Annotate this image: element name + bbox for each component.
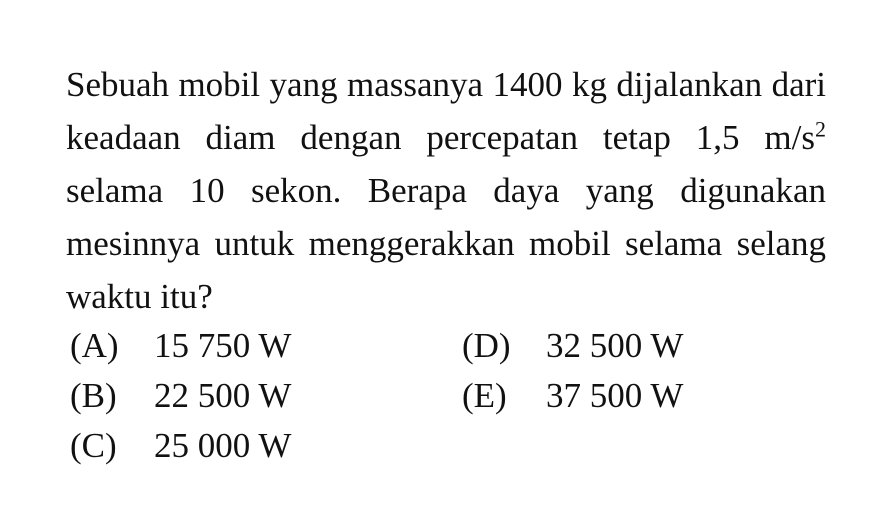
option-a-label: (A): [70, 326, 119, 365]
question-part-1: Sebuah mobil yang massanya 1400 kg dijalankan dari keadaan diam dengan percepatan tetap 1,5 m/s: [66, 65, 826, 157]
option-c[interactable]: [70, 426, 291, 466]
option-e-label: (E): [462, 376, 507, 415]
exponent: 2: [815, 116, 826, 142]
option-b-value: 22 500 W: [154, 376, 292, 415]
option-e[interactable]: [462, 376, 683, 416]
question-text: [66, 58, 826, 323]
option-b[interactable]: [70, 376, 291, 416]
option-c-value: 25 000 W: [154, 426, 292, 465]
option-d-label: (D): [462, 326, 511, 365]
option-d-value: 32 500 W: [546, 326, 684, 365]
options-row-1: [70, 326, 830, 376]
option-b-label: (B): [70, 376, 117, 415]
options-row-3: [70, 426, 830, 476]
option-e-value: 37 500 W: [546, 376, 684, 415]
question-part-2: selama 10 sekon. Berapa daya yang digunakan mesinnya untuk menggerakkan mobil selama selang waktu itu?: [66, 171, 826, 316]
option-c-label: (C): [70, 426, 117, 465]
options-row-2: [70, 376, 830, 426]
option-a[interactable]: [70, 326, 291, 366]
option-d[interactable]: [462, 326, 683, 366]
option-a-value: 15 750 W: [154, 326, 292, 365]
